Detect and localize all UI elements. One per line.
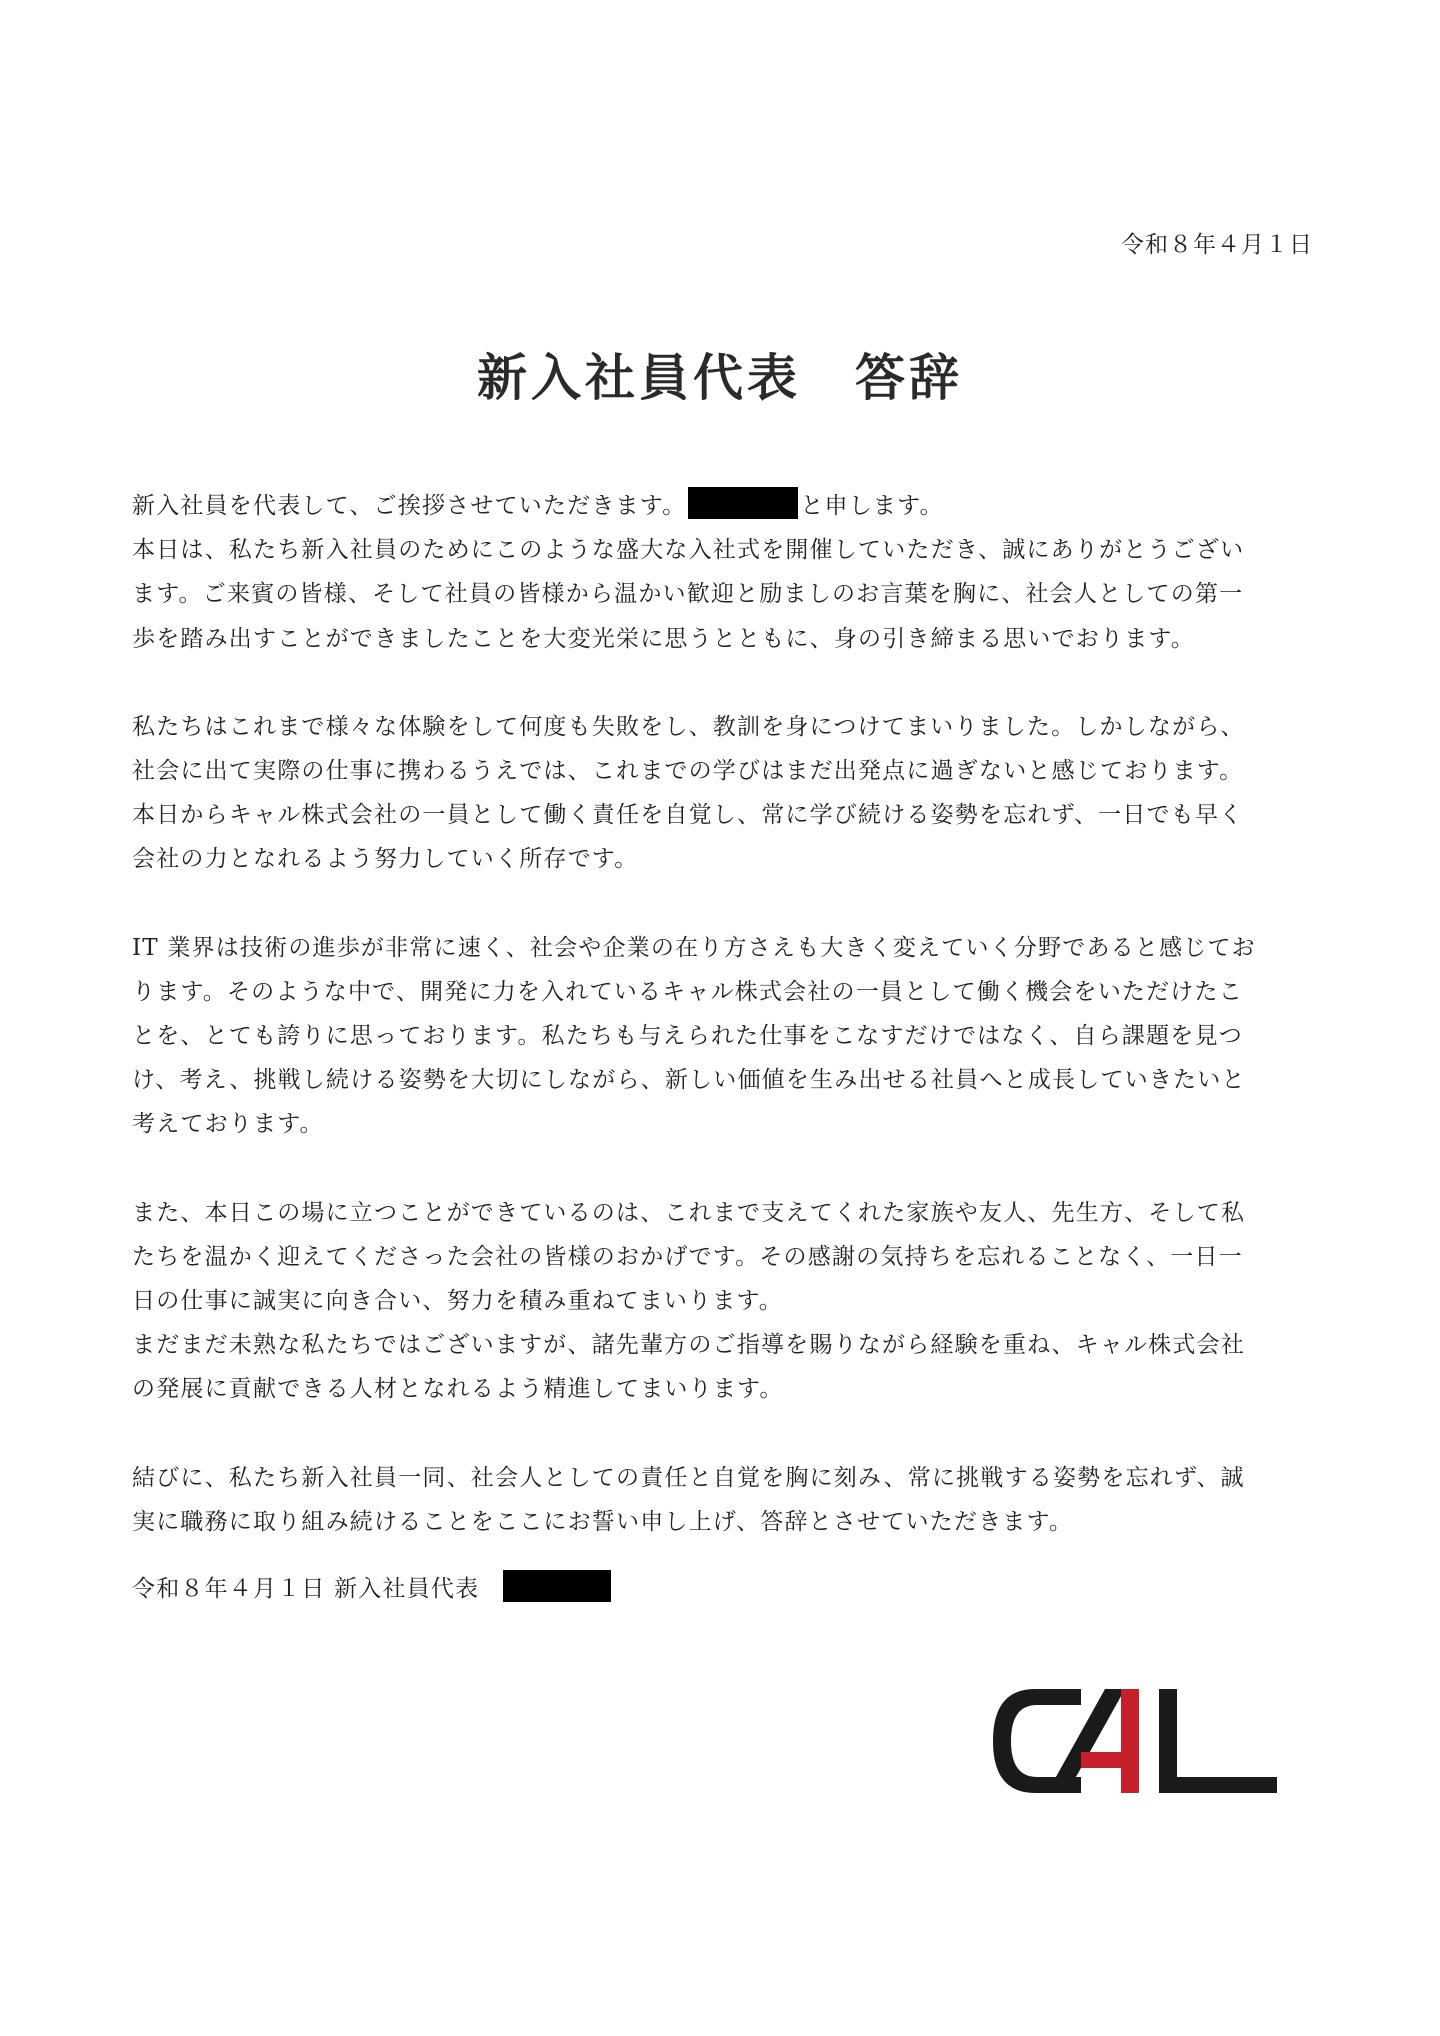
greeting-text: 新入社員を代表して、ご挨拶させていただきます。 (132, 493, 687, 519)
body-line: 考えております。 (132, 1111, 324, 1138)
logo-letter-a-bar (1081, 1752, 1139, 1768)
body-line: ります。そのような中で、開発に力を入れているキャル株式会社の一員として働く機会をいただけたこ (132, 978, 1243, 1005)
body-line: 会社の力となれるよう努力していく所存です。 (132, 846, 639, 873)
body-paragraph (132, 926, 1312, 1147)
company-logo (985, 1676, 1285, 1806)
body-paragraph (132, 1191, 1312, 1412)
body-line: まだまだ未熟な私たちではございますが、諸先輩方のご指導を賜りながら経験を重ね、キャル株式会社 (132, 1332, 1245, 1359)
redacted-name (503, 1570, 611, 1602)
greeting-text-end: と申します。 (800, 493, 944, 519)
body-paragraph (132, 484, 1312, 661)
body-line: 本日は、私たち新入社員のためにこのような盛大な入社式を開催していただき、誠にありがとうござい (132, 537, 1245, 564)
body-line: 私たちはこれまで様々な体験をして何度も失敗をし、教訓を身につけてまいりました。しかしながら、 (132, 713, 1245, 740)
body-line: 社会に出て実際の仕事に携わるうえでは、これまでの学びはまだ出発点に過ぎないと感じております。 (132, 758, 1244, 785)
body-line: IT 業界は技術の進歩が非常に速く、社会や企業の在り方さえも大きく変えていく分野であると感じてお (132, 934, 1256, 961)
logo-letter-a-red (1121, 1689, 1139, 1793)
body-line: 歩を踏み出すことができましたことを大変光栄に思うとともに、身の引き締まる思いでおります。 (132, 625, 1195, 652)
document-title: 新入社員代表 答辞 (477, 349, 963, 407)
body-line: とを、とても誇りに思っております。私たちも与えられた仕事をこなすだけではなく、自ら課題を見つ (132, 1023, 1243, 1050)
body-line (132, 484, 1312, 528)
body-paragraph (132, 1456, 1312, 1544)
body-line: 結びに、私たち新入社員一同、社会人としての責任と自覚を胸に刻み、常に挑戦する姿勢を忘れず、誠 (132, 1464, 1245, 1491)
document-date: 令和８年４月１日 (1121, 232, 1313, 258)
body-line: ます。ご来賓の皆様、そして社員の皆様から温かい歓迎と励ましのお言葉を胸に、社会人としての第一 (132, 581, 1244, 608)
closing-text: 令和８年４月１日 新入社員代表 (132, 1576, 480, 1602)
body-line: また、本日この場に立つことができているのは、これまで支えてくれた家族や友人、先生方、そして私 (132, 1199, 1246, 1226)
body-line: 日の仕事に誠実に向き合い、努力を積み重ねてまいります。 (132, 1288, 783, 1315)
redacted-name (688, 487, 798, 519)
body-paragraph (132, 705, 1312, 882)
body-line: 実に職務に取り組み続けることをここにお誓い申し上げ、答辞とさせていただきます。 (132, 1508, 1074, 1535)
body-line: の発展に貢献できる人材となれるよう精進してまいります。 (132, 1376, 784, 1403)
body-line: 本日からキャル株式会社の一員として働く責任を自覚し、常に学び続ける姿勢を忘れず、一日でも早く (132, 802, 1244, 829)
body-line: け、考え、挑戦し続ける姿勢を大切にしながら、新しい価値を生み出せる社員へと成長していきたいと (132, 1067, 1246, 1094)
closing-signature (132, 1570, 613, 1603)
document-body (132, 484, 1312, 1588)
body-line: たちを温かく迎えてくださった会社の皆様のおかげです。その感謝の気持ちを忘れることなく、一日一 (132, 1243, 1243, 1270)
logo-letter-l-foot (1159, 1777, 1277, 1793)
